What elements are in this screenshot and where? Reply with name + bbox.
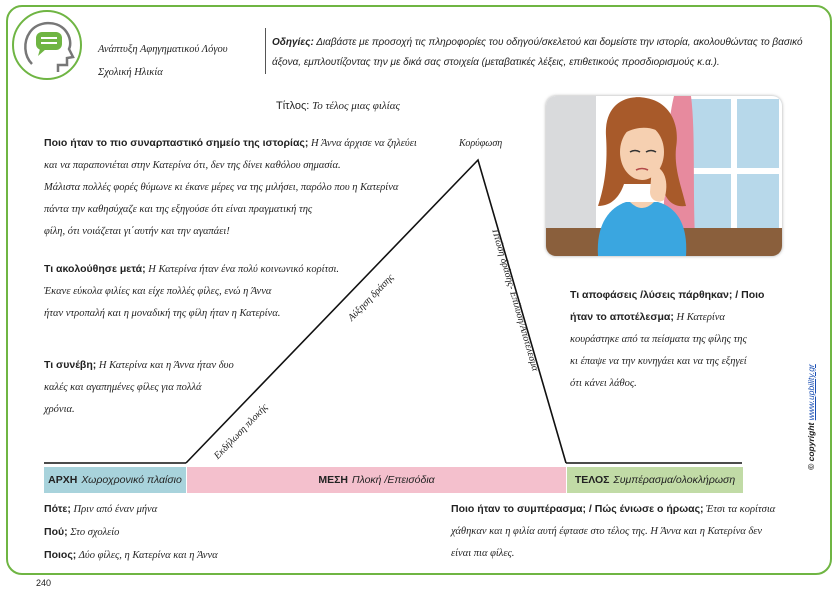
who-value: Δύο φίλες, η Κατερίνα και η Άννα — [76, 550, 218, 561]
decisions-question-2: ήταν το αποτέλεσμα; — [570, 311, 674, 323]
section-bar-middle — [187, 467, 566, 493]
setting-block — [44, 498, 344, 567]
decisions-answer-line-3: κι έπαψε να την κυνηγάει και να της εξηγεί — [570, 356, 747, 367]
next-answer-line-2: Έκανε εύκολα φιλίες και είχε πολλές φίλες, ενώ η Άννα — [44, 286, 272, 297]
section-middle-label: ΜΕΣΗ — [318, 474, 348, 486]
instructions-label: Οδηγίες: — [272, 37, 314, 48]
happened-answer-line-2: καλές και αγαπημένες φίλες για πολλά — [44, 382, 202, 393]
diagram-label-peak: Κορύφωση — [459, 138, 503, 149]
happened-answer-line-1: Η Κατερίνα και η Άννα ήταν δυο — [96, 360, 234, 371]
story-title-value: Το τέλος μιας φιλίας — [309, 100, 400, 112]
section-start-label: ΑΡΧΗ — [48, 474, 78, 486]
decisions-answer-line-2: κουράστηκε από τα πείσματα της φίλης της — [570, 334, 747, 345]
conclusion-question-block — [451, 498, 791, 565]
where-value: Στο σχολείο — [67, 527, 120, 538]
climax-question: Ποιο ήταν το πιο συναρπαστικό σημείο της ιστορίας; — [44, 137, 309, 149]
decisions-question: Τι αποφάσεις /λύσεις πάρθηκαν; / Ποιο — [570, 289, 765, 301]
conclusion-answer-line-2: χάθηκαν και η φιλία αυτή έφτασε στο τέλος της. Η Άννα και η Κατερίνα δεν — [451, 526, 763, 537]
diagram-label-rising: Αύξηση δράσης — [346, 272, 397, 324]
copyright — [806, 364, 816, 470]
happened-question: Τι συνέβη; — [44, 359, 97, 371]
when-label: Πότε; — [44, 503, 71, 515]
instructions-text: Διαβάστε με προσοχή τις πληροφορίες του οδηγού/σκελετού και δομείστε την ιστορία, ακολουθώντας το βασικό άξονα, εμπλουτίζοντας την με δικά σας στοιχεία (μεταβατικές λέξεις, επιθετικούς προσδιορισμούς κ.α.). — [272, 37, 803, 68]
who-label: Ποιος; — [44, 549, 77, 561]
diagram-label-falling: Πτώση δράσης- Επίλυση/Αποτέλεσμα — [489, 228, 541, 373]
header-line-1: Ανάπτυξη Αφηγηματικού Λόγου — [98, 44, 228, 55]
climax-answer-line-3: Μάλιστα πολλές φορές θύμωνε κι έκανε μέρες να της μιλήσει, παρόλο που η Κατερίνα — [44, 182, 399, 193]
page-number: 240 — [36, 578, 52, 588]
story-title-label: Τίτλος: — [276, 100, 310, 112]
section-bar-start — [44, 467, 186, 493]
climax-answer-line-2: και να παραπονιέται στην Κατερίνα ότι, δεν της δίνει καθόλου σημασία. — [44, 160, 341, 171]
climax-answer-line-5: φίλη, ότι νοιάζεται γι΄αυτήν και την αγαπάει! — [44, 226, 230, 237]
section-middle-sub: Πλοκή /Επεισόδια — [351, 474, 435, 486]
section-end-sub: Συμπέρασμα/ολοκλήρωση — [613, 474, 736, 486]
decisions-answer-line-1: Η Κατερίνα — [673, 312, 725, 323]
section-end-label: ΤΕΛΟΣ — [574, 474, 610, 486]
decisions-answer-line-4: ότι κάνει λάθος. — [570, 378, 637, 389]
next-answer-line-3: ήταν ντροπαλή και η μοναδική της φίλη ήταν η Κατερίνα. — [44, 308, 281, 319]
conclusion-answer-line-3: είναι πια φίλες. — [451, 548, 515, 559]
when-value: Πριν από έναν μήνα — [70, 504, 158, 515]
section-start-sub: Χωροχρονικό πλαίσιο — [81, 474, 182, 486]
happened-answer-line-3: χρόνια. — [44, 404, 75, 415]
conclusion-question: Ποιο ήταν το συμπέρασμα; / Πώς ένιωσε ο ήρωας; — [451, 503, 704, 515]
header-line-2: Σχολική Ηλικία — [98, 67, 163, 78]
next-question: Τι ακολούθησε μετά; — [44, 263, 146, 275]
conclusion-answer-line-1: Έτσι τα κορίτσια — [703, 504, 776, 515]
copyright-link[interactable]: www.upbility.gr — [806, 364, 816, 421]
climax-answer-line-4: πάντα την καθησύχαζε και της εξηγούσε ότι είναι πραγματική της — [44, 204, 313, 215]
where-label: Πού; — [44, 526, 68, 538]
climax-answer-line-1: Η Άννα άρχισε να ζηλεύει — [308, 138, 417, 149]
plot-arc-line — [186, 160, 566, 463]
section-bar-end — [567, 467, 743, 493]
diagram-label-exposition: Εκδήλωση πλοκής — [212, 401, 271, 462]
next-answer-line-1: Η Κατερίνα ήταν ένα πολύ κοινωνικό κορίτσι. — [145, 264, 340, 275]
copyright-prefix: © copyright — [806, 422, 816, 470]
